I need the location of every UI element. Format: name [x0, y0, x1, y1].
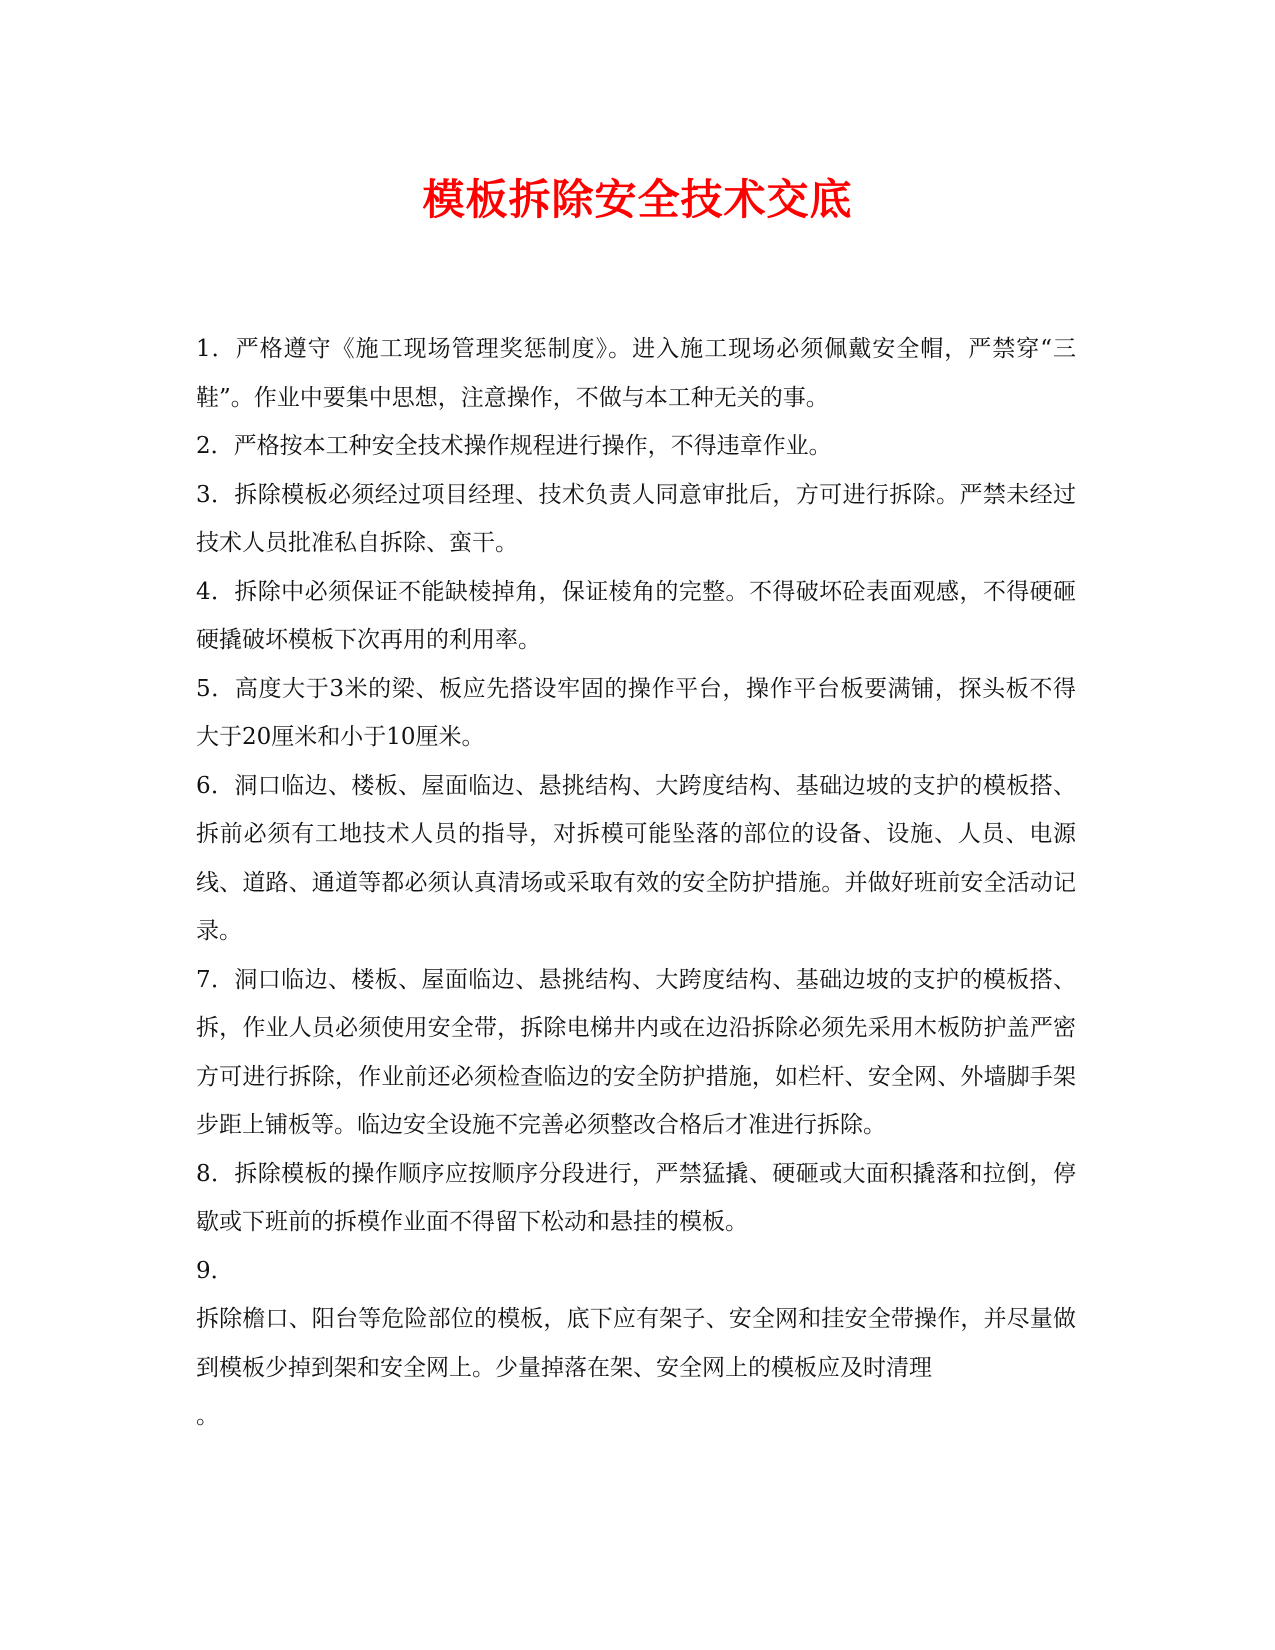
- item-9-text: 拆除檐口、阳台等危险部位的模板，底下应有架子、安全网和挂安全带操作，并尽量做到模板少掉到架和安全网上。少量掉落在架、安全网上的模板应及时清理: [196, 1306, 1076, 1381]
- item-1: 1．严格遵守《施工现场管理奖惩制度》。进入施工现场必须佩戴安全帽，严禁穿“三鞋”。作业中要集中思想，注意操作，不做与本工种无关的事。: [196, 336, 1076, 411]
- item-6: 6．洞口临边、楼板、屋面临边、悬挑结构、大跨度结构、基础边坡的支护的模板搭、拆前必须有工地技术人员的指导，对拆模可能坠落的部位的设备、设施、人员、电源线、道路、通道等都必须认真清场或采取有效的安全防护措施。并做好班前安全活动记录。: [196, 772, 1076, 944]
- item-5: 5．高度大于3米的梁、板应先搭设牢固的操作平台，操作平台板要满铺，探头板不得大于20厘米和小于10厘米。: [196, 675, 1076, 750]
- item-4: 4．拆除中必须保证不能缺棱掉角，保证棱角的完整。不得破坏砼表面观感，不得硬砸硬撬破坏模板下次再用的利用率。: [196, 578, 1076, 653]
- item-8: 8．拆除模板的操作顺序应按顺序分段进行，严禁猛撬、硬砸或大面积撬落和拉倒，停歇或下班前的拆模作业面不得留下松动和悬挂的模板。: [196, 1160, 1076, 1235]
- item-2: 2．严格按本工种安全技术操作规程进行操作，不得违章作业。: [196, 433, 832, 459]
- item-9-number: 9．: [196, 1257, 234, 1284]
- document-body: [196, 325, 1076, 1441]
- item-3: 3．拆除模板必须经过项目经理、技术负责人同意审批后，方可进行拆除。严禁未经过技术人员批准私自拆除、蛮干。: [196, 481, 1076, 556]
- item-7: 7．洞口临边、楼板、屋面临边、悬挑结构、大跨度结构、基础边坡的支护的模板搭、拆，作业人员必须使用安全带，拆除电梯井内或在边沿拆除必须先采用木板防护盖严密方可进行拆除，作业前还必须检查临边的安全防护措施，如栏杆、安全网、外墙脚手架步距上铺板等。临边安全设施不完善必须整改合格后才准进行拆除。: [196, 966, 1076, 1138]
- item-9-tail: 。: [196, 1403, 219, 1429]
- document-title: 模板拆除安全技术交底: [422, 175, 853, 224]
